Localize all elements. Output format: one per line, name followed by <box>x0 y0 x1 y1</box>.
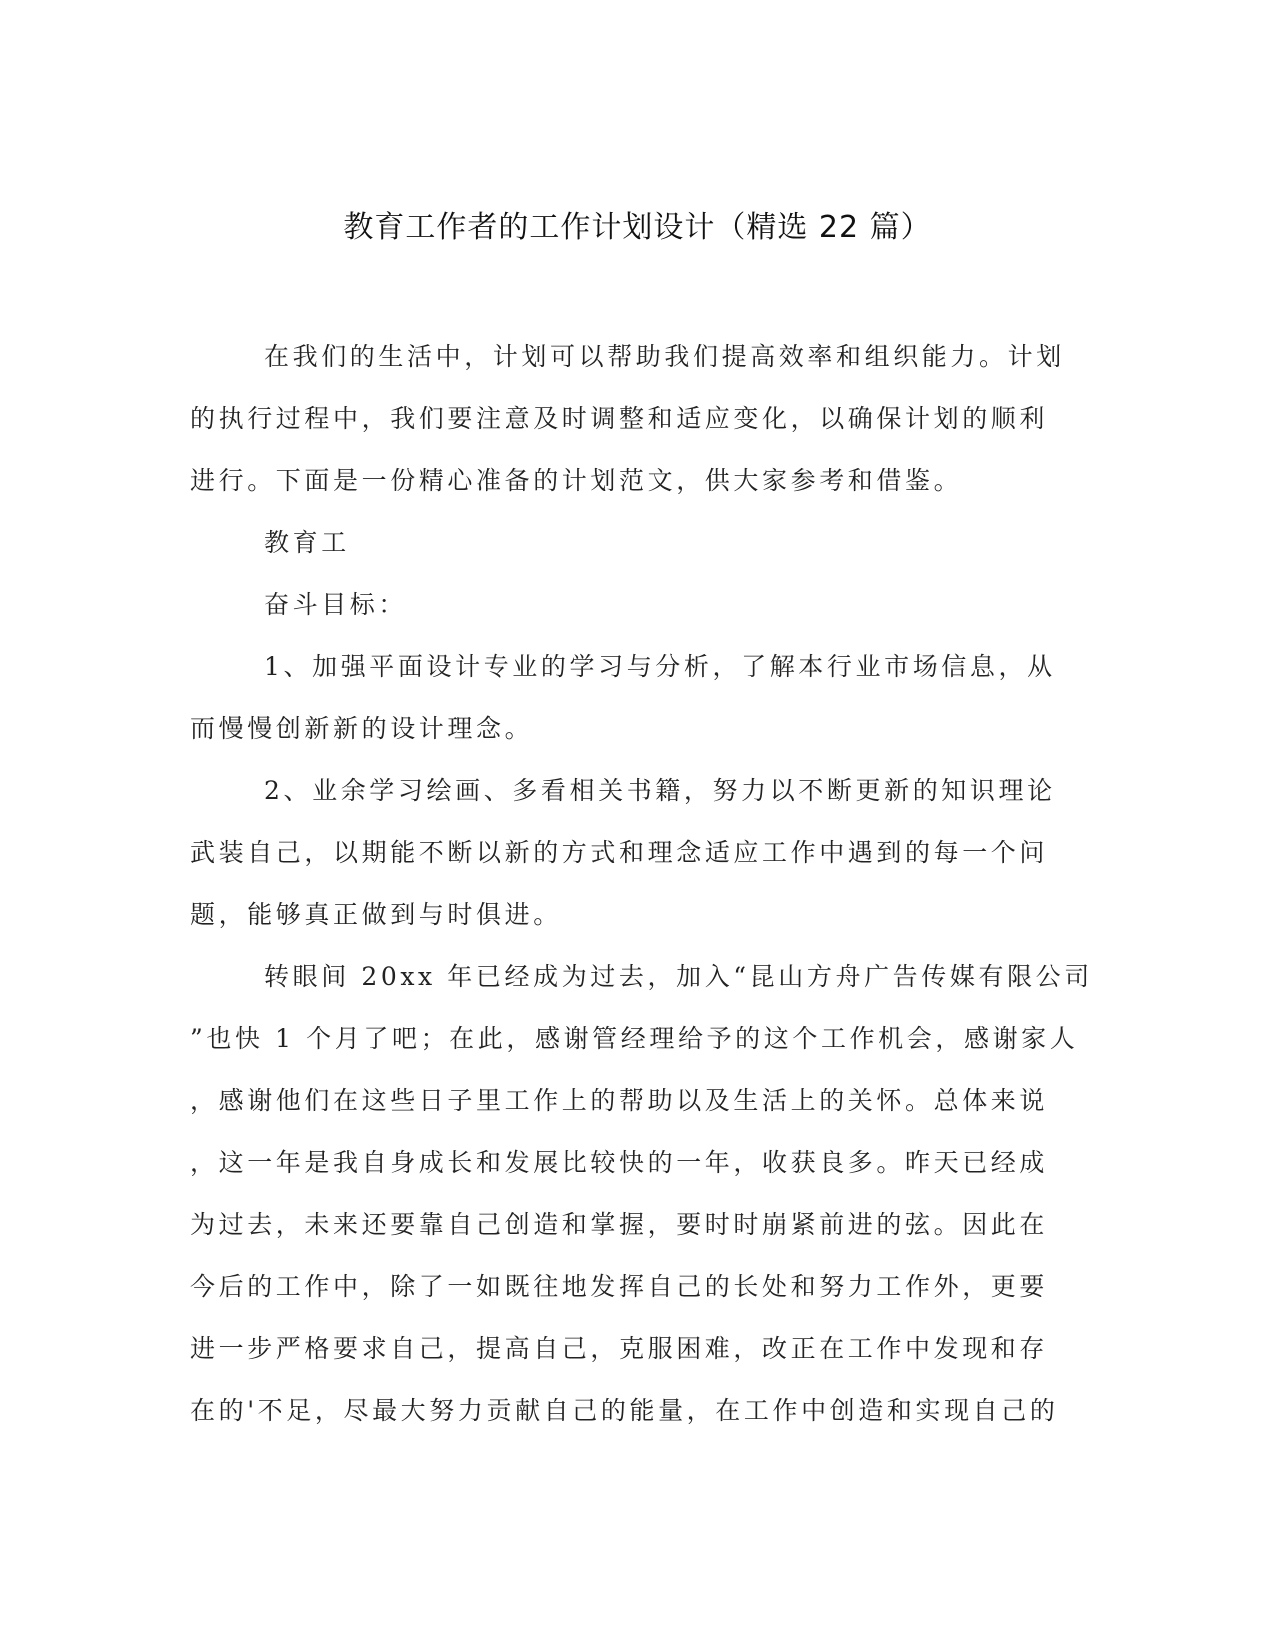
body-line: 1、加强平面设计专业的学习与分析，了解本行业市场信息，从 <box>264 652 1056 681</box>
body-line: 2、业余学习绘画、多看相关书籍，努力以不断更新的知识理论 <box>264 776 1056 805</box>
body-line: 奋斗目标： <box>264 590 408 619</box>
document-title: 教育工作者的工作计划设计（精选 22 篇） <box>343 210 932 245</box>
body-line: 的执行过程中，我们要注意及时调整和适应变化，以确保计划的顺利 <box>190 404 1049 433</box>
body-line: ，这一年是我自身成长和发展比较快的一年，收获良多。昨天已经成 <box>190 1148 1049 1177</box>
body-line: ，感谢他们在这些日子里工作上的帮助以及生活上的关怀。总体来说 <box>190 1086 1049 1115</box>
body-line: 武装自己，以期能不断以新的方式和理念适应工作中遇到的每一个问 <box>190 838 1049 867</box>
body-line: ”也快 1 个月了吧；在此，感谢管经理给予的这个工作机会，感谢家人 <box>190 1024 1079 1053</box>
body-line: 而慢慢创新新的设计理念。 <box>190 714 534 743</box>
body-line: 转眼间 20xx 年已经成为过去，加入“昆山方舟广告传媒有限公司 <box>264 962 1093 991</box>
body-line: 为过去，未来还要靠自己创造和掌握，要时时崩紧前进的弦。因此在 <box>190 1210 1049 1239</box>
body-line: 进一步严格要求自己，提高自己，克服困难，改正在工作中发现和存 <box>190 1334 1049 1363</box>
document-body <box>190 326 1093 1442</box>
body-line: 在我们的生活中，计划可以帮助我们提高效率和组织能力。计划 <box>264 342 1065 371</box>
body-line: 在的'不足，尽最大努力贡献自己的能量，在工作中创造和实现自己的 <box>190 1396 1059 1425</box>
body-line: 教育工 <box>264 528 350 557</box>
body-line: 题，能够真正做到与时俱进。 <box>190 900 562 929</box>
body-line: 今后的工作中，除了一如既往地发挥自己的长处和努力工作外，更要 <box>190 1272 1049 1301</box>
body-line: 进行。下面是一份精心准备的计划范文，供大家参考和借鉴。 <box>190 466 963 495</box>
